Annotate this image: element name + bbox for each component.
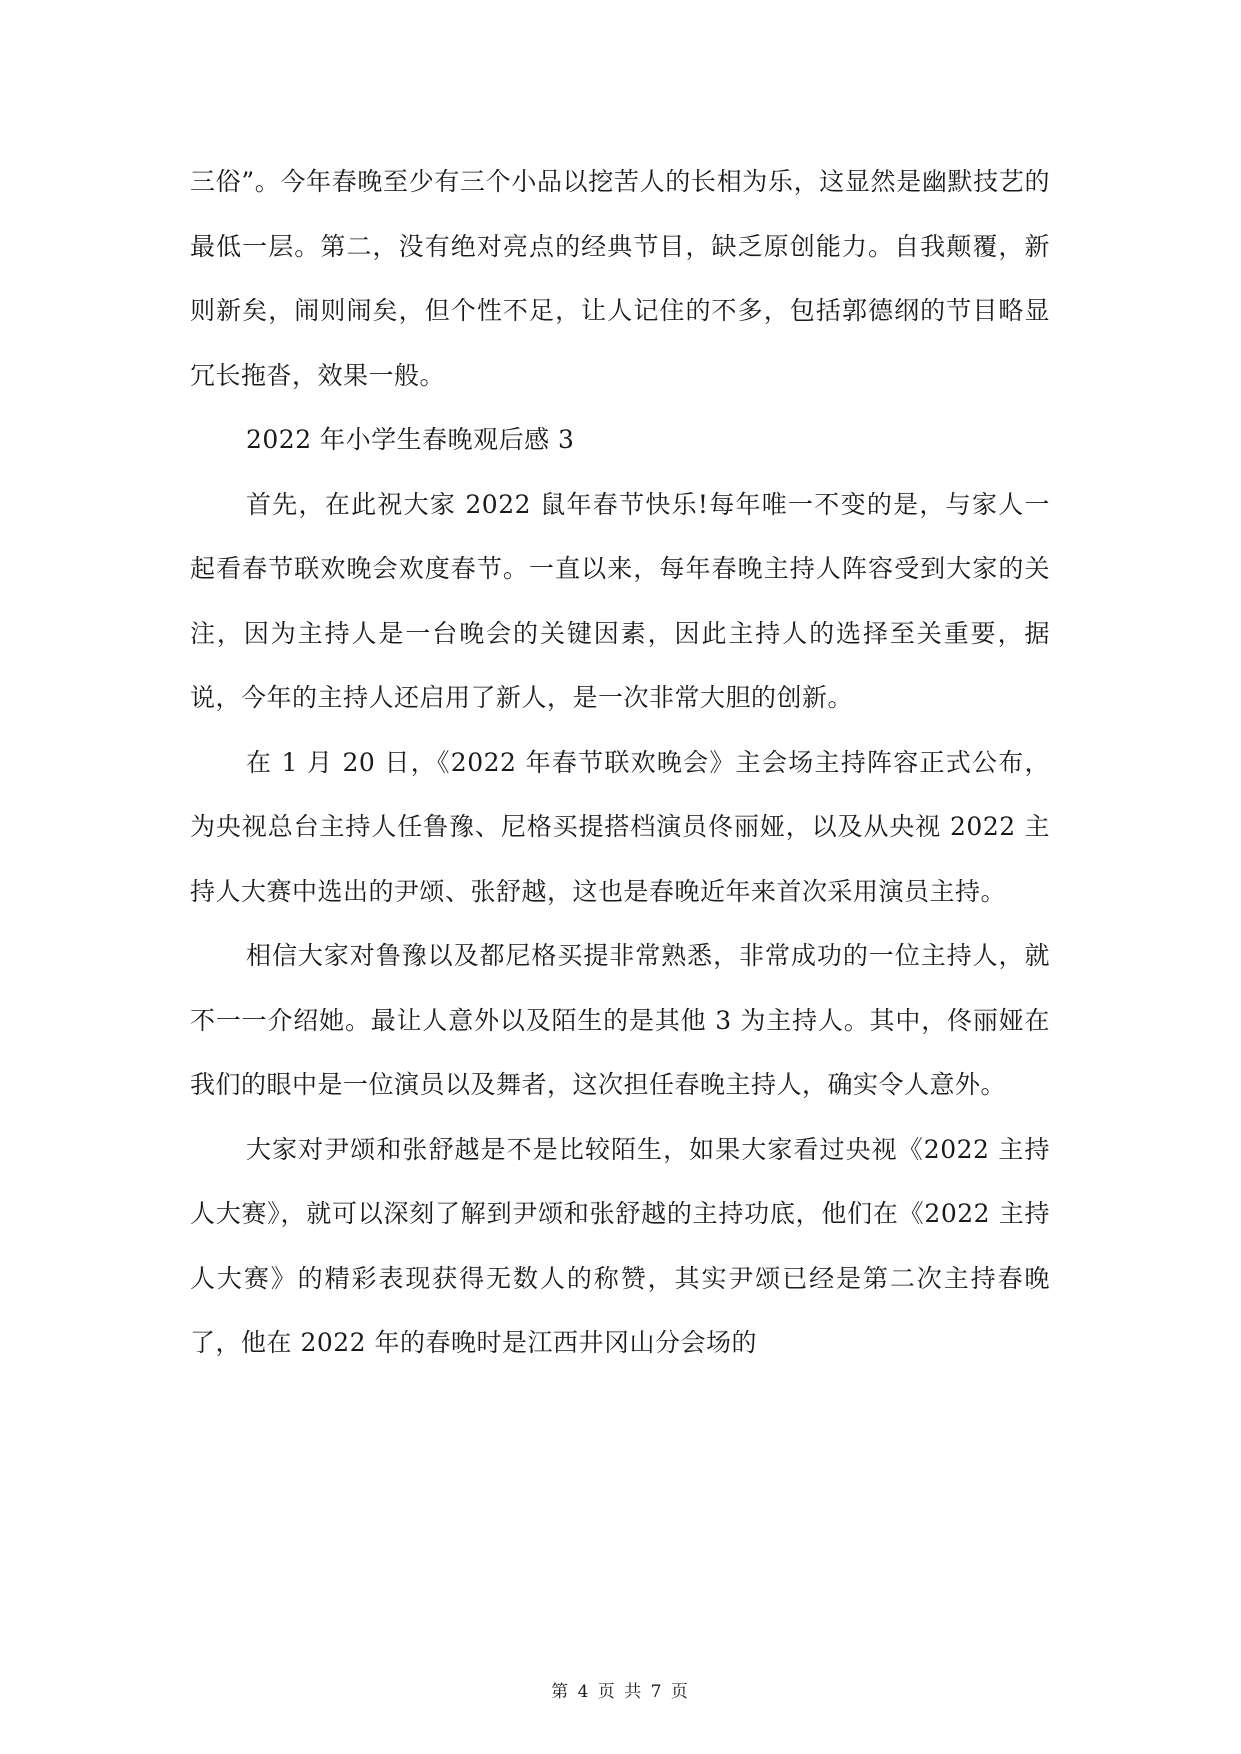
footer-total-pages: 7 bbox=[650, 1682, 664, 1702]
paragraph-5: 大家对尹颂和张舒越是不是比较陌生，如果大家看过央视《2022 主持人大赛》，就可以深刻了解到尹颂和张舒越的主持功底，他们在《2022 主持人大赛》的精彩表现获得无数人的称赞，其实尹颂已经是第二次主持春晚了，他在 2022 年的春晚时是江西井冈山分会场的 bbox=[190, 1134, 1050, 1357]
paragraph-2: 首先，在此祝大家 2022 鼠年春节快乐!每年唯一不变的是，与家人一起看春节联欢晚会欢度春节。一直以来，每年春晚主持人阵容受到大家的关注，因为主持人是一台晚会的关键因素，因此主持人的选择至关重要，据说，今年的主持人还启用了新人，是一次非常大胆的创新。 bbox=[190, 489, 1050, 712]
footer-current-page: 4 bbox=[577, 1682, 591, 1702]
section-heading: 2022 年小学生春晚观后感 3 bbox=[246, 425, 575, 454]
footer-prefix: 第 bbox=[551, 1682, 571, 1702]
page-footer bbox=[0, 1677, 1241, 1702]
footer-middle: 页 共 bbox=[597, 1682, 644, 1702]
document-body bbox=[190, 150, 1050, 1376]
footer-suffix: 页 bbox=[670, 1682, 690, 1702]
paragraph-1: 三俗”。今年春晚至少有三个小品以挖苦人的长相为乐，这显然是幽默技艺的最低一层。第二，没有绝对亮点的经典节目，缺乏原创能力。自我颠覆，新则新矣，闹则闹矣，但个性不足，让人记住的不多，包括郭德纲的节目略显冗长拖沓，效果一般。 bbox=[190, 167, 1050, 390]
paragraph-4: 相信大家对鲁豫以及都尼格买提非常熟悉，非常成功的一位主持人，就不一一介绍她。最让人意外以及陌生的是其他 3 为主持人。其中，佟丽娅在我们的眼中是一位演员以及舞者，这次担任春晚主持人，确实令人意外。 bbox=[190, 941, 1050, 1099]
paragraph-3: 在 1 月 20 日，《2022 年春节联欢晚会》主会场主持阵容正式公布，为央视总台主持人任鲁豫、尼格买提搭档演员佟丽娅，以及从央视 2022 主持人大赛中选出的尹颂、张舒越，这也是春晚近年来首次采用演员主持。 bbox=[190, 747, 1050, 906]
